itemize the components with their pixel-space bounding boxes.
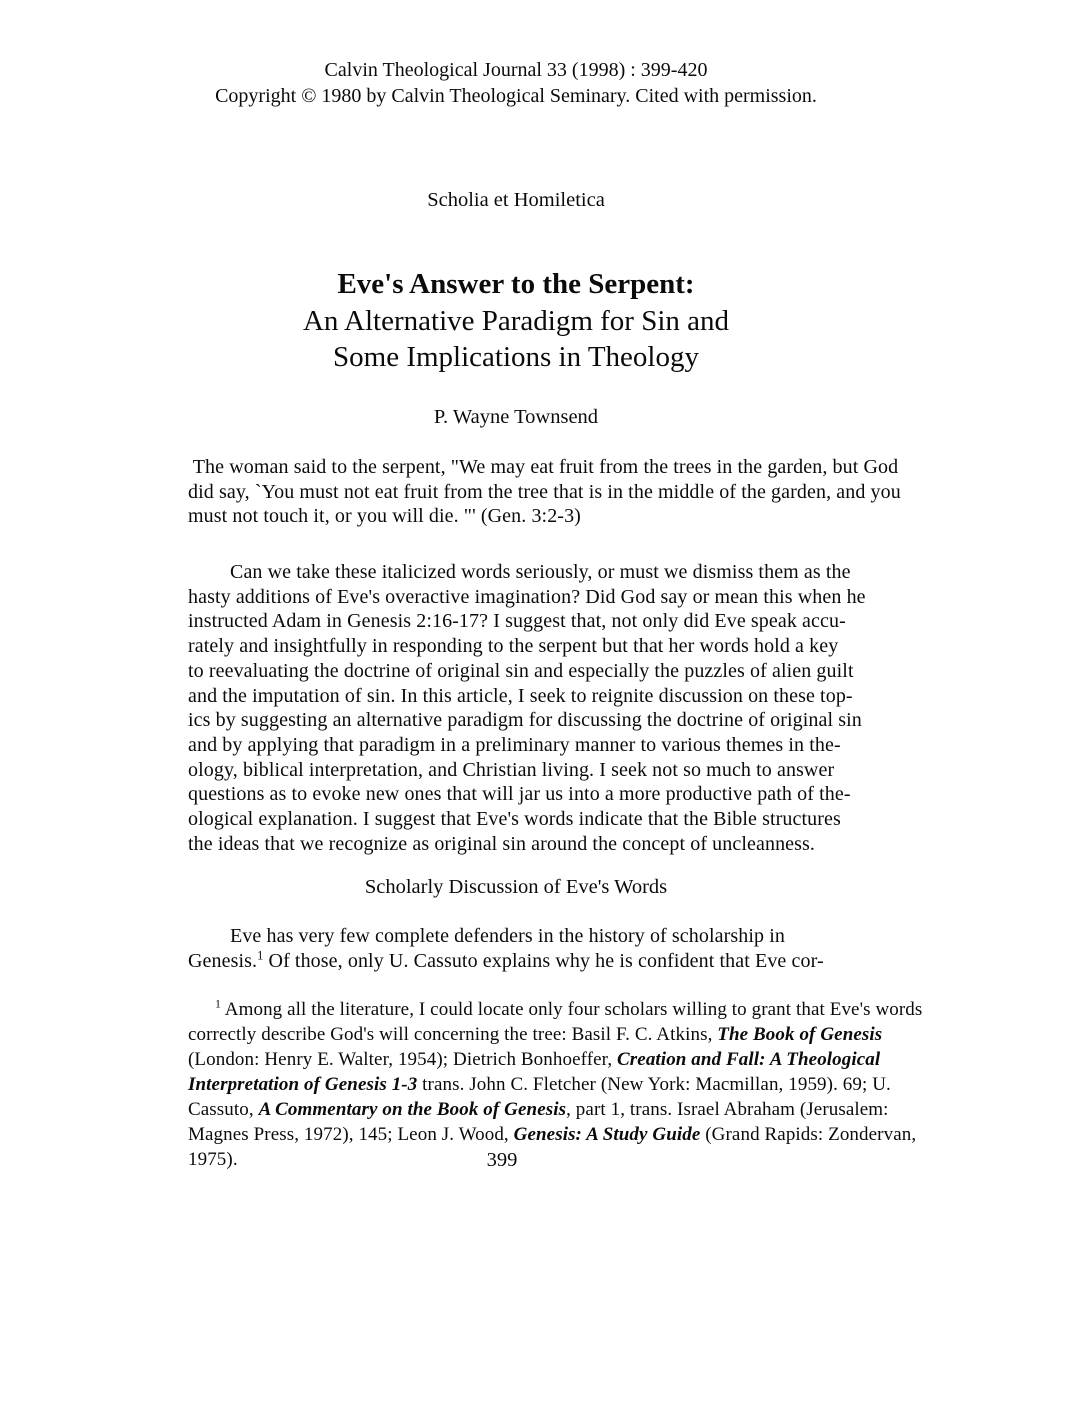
article-title (0, 266, 1060, 376)
text-line (188, 634, 950, 659)
text-line (188, 1097, 950, 1122)
text-segment: Among all the literature, I could locate only four scholars willing to grant that Eve's words (220, 999, 923, 1020)
text-segment: Of those, only U. Cassuto explains why he is confident that Eve cor- (263, 949, 824, 972)
text-line (188, 455, 950, 480)
text-line (188, 1122, 950, 1147)
text-segment: must not touch it, or you will die. "' (Gen. 3:2-3) (188, 505, 581, 528)
text-segment: Eve has very few complete defenders in the history of scholarship in (230, 925, 785, 947)
text-segment: and the imputation of sin. In this article, I seek to reignite discussion on these top- (188, 684, 853, 707)
footnote-1 (188, 997, 950, 1172)
text-segment: instructed Adam in Genesis 2:16-17? I suggest that, not only did Eve speak accu- (188, 610, 846, 633)
journal-citation-line: Calvin Theological Journal 33 (1998) : 399-420 (324, 59, 708, 81)
body-paragraph-2 (188, 924, 950, 973)
text-segment: Can we take these italicized words seriously, or must we dismiss them as the (230, 561, 851, 583)
text-line (188, 609, 950, 634)
text-segment: and by applying that paradigm in a preliminary manner to various themes in the- (188, 733, 841, 756)
footnote-marker: 1 (257, 948, 264, 963)
text-line (188, 480, 950, 505)
text-segment: , part 1, trans. Israel Abraham (Jerusalem: (566, 1099, 889, 1120)
text-segment: (Grand Rapids: Zondervan, (700, 1124, 917, 1145)
text-segment: correctly describe God's will concerning the tree: Basil F. C. Atkins, (188, 1024, 718, 1045)
book-title: Genesis: A Study Guide (513, 1124, 701, 1145)
text-segment: trans. John C. Fletcher (New York: Macmillan, 1959). 69; U. (417, 1074, 891, 1095)
book-title: A Commentary on the Book of Genesis (258, 1099, 567, 1120)
text-segment: the ideas that we recognize as original sin around the concept of uncleanness. (188, 832, 816, 855)
book-title: Interpretation of Genesis 1-3 (188, 1074, 418, 1095)
epigraph-quote (188, 455, 950, 529)
text-line (188, 949, 950, 974)
text-segment: ics by suggesting an alternative paradigm for discussing the doctrine of original sin (188, 709, 862, 732)
text-segment: did say, `You must not eat fruit from the tree that is in the middle of the garden, and you (188, 480, 901, 503)
text-segment: ology, biblical interpretation, and Christian living. I seek not so much to answer (188, 758, 835, 781)
book-title: Creation and Fall: A Theological (617, 1049, 881, 1070)
text-segment: Magnes Press, 1972), 145; Leon J. Wood, (188, 1124, 514, 1145)
text-line (188, 708, 950, 733)
footnote-marker: 1 (215, 997, 221, 1011)
text-line (188, 684, 950, 709)
body-paragraph-1 (188, 560, 950, 856)
text-line (188, 782, 950, 807)
author-name: P. Wayne Townsend (433, 406, 599, 428)
text-segment: The woman said to the serpent, "We may eat fruit from the trees in the garden, but God (188, 456, 899, 478)
text-line (188, 758, 950, 783)
journal-citation (0, 58, 1060, 109)
section-label: Scholia et Homiletica (427, 189, 605, 211)
text-line (188, 1022, 950, 1047)
text-line (188, 1072, 950, 1097)
text-line (188, 997, 950, 1022)
text-segment: to reevaluating the doctrine of original sin and especially the puzzles of alien guilt (188, 659, 854, 682)
text-segment: (London: Henry E. Walter, 1954); Dietrich Bonhoeffer, (188, 1049, 618, 1070)
page-number: 399 (486, 1149, 518, 1171)
text-line (188, 832, 950, 857)
text-segment: Genesis. (188, 949, 258, 972)
text-line (188, 733, 950, 758)
text-line (188, 659, 950, 684)
text-segment: ological explanation. I suggest that Eve's words indicate that the Bible structures (188, 808, 841, 831)
text-line (188, 585, 950, 610)
text-segment: Cassuto, (188, 1099, 259, 1120)
text-segment: questions as to evoke new ones that will jar us into a more productive path of the- (188, 783, 851, 806)
text-line (188, 924, 950, 949)
text-line (188, 560, 950, 585)
section-heading: Scholarly Discussion of Eve's Words (364, 876, 668, 898)
text-line (188, 1047, 950, 1072)
text-line (188, 504, 950, 529)
text-segment: 1975). (188, 1149, 238, 1170)
copyright-line: Copyright © 1980 by Calvin Theological Seminary. Cited with permission. (215, 84, 817, 107)
article-title-line2: An Alternative Paradigm for Sin and (302, 304, 730, 337)
book-title: The Book of Genesis (717, 1024, 883, 1045)
text-segment: hasty additions of Eve's overactive imagination? Did God say or mean this when he (188, 585, 866, 608)
article-title-line1: Eve's Answer to the Serpent: (337, 268, 695, 300)
article-title-line3: Some Implications in Theology (333, 341, 699, 373)
text-segment: rately and insightfully in responding to the serpent but that her words hold a key (188, 635, 839, 658)
text-line (188, 807, 950, 832)
